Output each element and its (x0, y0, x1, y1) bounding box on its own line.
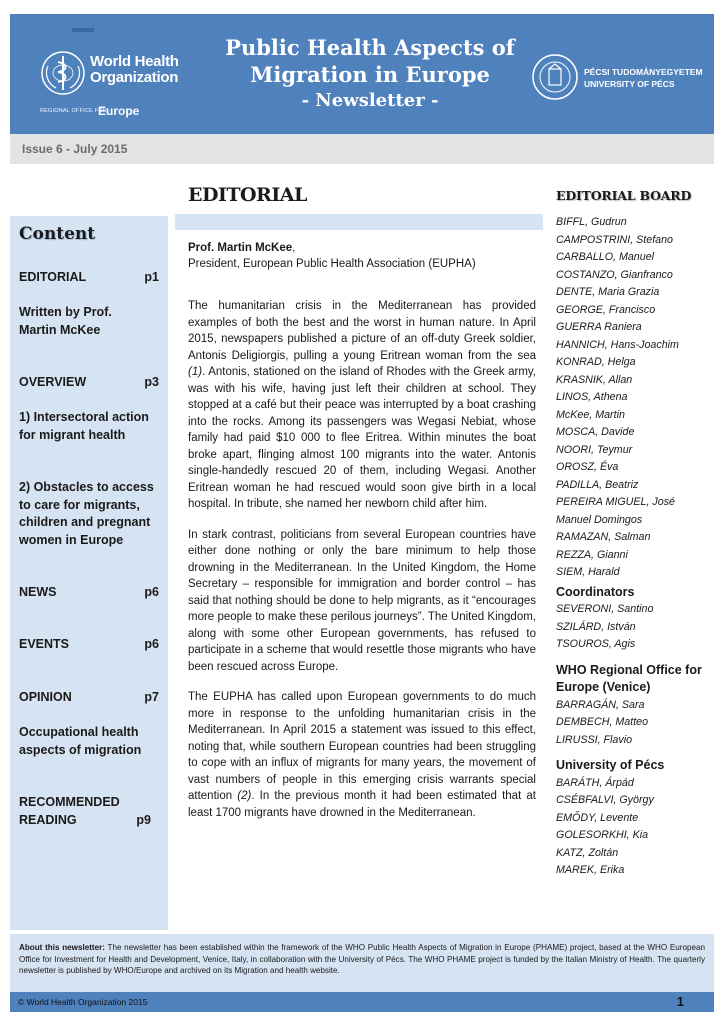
board-member-name: REZZA, Gianni (556, 548, 628, 561)
newsletter-title (200, 34, 540, 114)
toc-item-page: p7 (144, 690, 159, 704)
paragraph-text: The EUPHA has called upon European governments to do much more in response to the unfolding humanitarian crisis in the Mediterranean. In April 2015 a statement was issued to this effect, noting that, while southern European countries had been struggling to cope with an influx of migrants for many years, the movement of vast numbers of people in this emerging crisis warrants special attention (188, 691, 536, 802)
paragraph-text: The humanitarian crisis in the Mediterranean has provided examples of both the best and the worst in human nature. In April 2015, newspapers published a picture of an off-duty Greek soldier, Antonis Deligiorgis, pulling a young Eritrean woman from the sea (188, 300, 536, 362)
board-member-name: CARBALLO, Manuel (556, 251, 655, 263)
pecs-list (556, 775, 716, 880)
author-title: President, European Public Health Association (EUPHA) (188, 258, 476, 270)
board-member-name: BIFFL, Gudrun (556, 216, 627, 228)
editorial-paragraph-3 (188, 689, 536, 821)
toc-item-label: RECOMMENDED READING (19, 795, 120, 827)
board-member-name: CSÉBFALVI, György (556, 794, 654, 806)
who-name (90, 54, 179, 86)
board-member-name: EMŐDY, Levente (556, 811, 639, 824)
who-emblem-icon (40, 50, 86, 96)
who-name-line2: Organization (90, 69, 179, 86)
pecs-heading: University of Pécs (556, 758, 665, 772)
board-member-name: CAMPOSTRINI, Stefano (556, 233, 674, 246)
board-member-name: BARRAGÁN, Sara (556, 698, 645, 711)
masthead-tab (72, 28, 94, 32)
board-member-name: LIRUSSI, Flavio (556, 733, 633, 746)
board-member-name: KATZ, Zoltán (556, 846, 619, 859)
contents-sidebar (10, 216, 168, 930)
title-line3: - Newsletter - (301, 90, 439, 111)
paragraph-text: . Antonis, stationed on the island of Rhodes with the Greek army, was with his wife, having just left their children at school. They stopped at a café but their peace was interrupted by a boat crashing into the rocks. Among its passengers was Wegasi Nebiat, whose family had paid $10 000 to flee Eritrea. Within minutes the boat broke apart, flinging almost 100 migrants into the water. Antonis single-handedly rescued 20 of them, including Wegasi. Another Eritrean woman he had rescued would soon give birth in a local hospital. In tribute, she named her newborn child after him. (188, 366, 536, 510)
reference-marker: (1) (188, 366, 203, 378)
masthead (10, 14, 714, 134)
toc-item-page: p3 (144, 375, 159, 389)
who-logo (40, 50, 190, 130)
toc-item-label: OVERVIEW (19, 375, 87, 389)
toc-item-intersectoral[interactable] (19, 409, 159, 444)
board-member-name: KONRAD, Helga (556, 356, 636, 368)
about-label: About this newsletter: (19, 943, 105, 952)
title-line1: Public Health Aspects of (225, 35, 515, 60)
toc-item-written-by[interactable] (19, 304, 119, 339)
toc-item-obstacles[interactable] (19, 479, 159, 549)
board-member-name: COSTANZO, Gianfranco (556, 268, 673, 281)
issue-bar (10, 134, 714, 164)
paragraph-text: . In the previous month it had been estimated that at least 1700 migrants have drowned in the Mediterranean. (188, 790, 536, 819)
board-member-name: MOSCA, Davide (556, 426, 635, 438)
toc-item-occupational[interactable] (19, 724, 159, 759)
toc-item-label: 2) Obstacles to access to care for migrants, children and pregnant women in Europe (19, 480, 154, 547)
editorial-divider (175, 214, 543, 230)
toc-item-label: Written by Prof. Martin McKee (19, 305, 112, 337)
issue-label: Issue 6 - July 2015 (22, 142, 128, 156)
who-name-line1: World Health (90, 53, 179, 70)
toc-item-recommended[interactable] (19, 794, 151, 829)
about-body: The newsletter has been established within the framework of the WHO Public Health Aspects of Migration in Europe (PHAME) project, based at the WHO European Office for Investment for Health and Development, Venice, Italy, in collaboration with the University of Pécs. The WHO PHAME project is funded by the Italian Ministry of Health. The quarterly newsletter is published by WHO/Europe and archived on its Migration and health website. (19, 943, 705, 975)
toc-item-page: p6 (144, 637, 159, 651)
board-member-name: McKee, Martin (556, 408, 625, 421)
toc-item-events[interactable] (19, 636, 159, 654)
board-member-name: MAREK, Erika (556, 864, 625, 876)
university-logo (530, 52, 720, 112)
board-member-name: SZILÁRD, István (556, 620, 636, 633)
page-footer (10, 992, 714, 1012)
board-member-name: GOLESORKHI, Kia (556, 829, 649, 841)
coordinators-list (556, 601, 716, 654)
board-member-name: SEVERONI, Santino (556, 603, 654, 615)
editorial-paragraph-1 (188, 298, 536, 513)
board-member-name: TSOUROS, Agis (556, 638, 636, 650)
toc-item-overview[interactable] (19, 374, 159, 392)
about-text (19, 942, 705, 977)
board-member-name: DEMBECH, Matteo (556, 716, 649, 728)
board-member-name: Manuel Domingos (556, 513, 643, 526)
board-member-name: KRASNIK, Allan (556, 373, 633, 386)
who-europe-label: Europe (98, 104, 140, 118)
coordinators-heading: Coordinators (556, 584, 635, 599)
toc-item-label: 1) Intersectoral action for migrant health (19, 410, 149, 442)
board-member-name: HANNICH, Hans-Joachim (556, 338, 679, 351)
who-office-heading: WHO Regional Office for Europe (Venice) (556, 662, 702, 694)
editorial-body (188, 298, 536, 835)
who-office-list (556, 697, 716, 750)
toc-item-editorial[interactable] (19, 269, 159, 287)
board-member-name: DENTE, Maria Grazia (556, 286, 660, 298)
editorial-board-heading: EDITORIAL BOARD (556, 188, 692, 203)
toc-item-label: NEWS (19, 585, 57, 599)
toc-item-opinion[interactable] (19, 689, 159, 707)
board-member-name: PEREIRA MIGUEL, José (556, 496, 675, 508)
university-name (584, 66, 703, 90)
toc-item-label: EDITORIAL (19, 270, 87, 284)
page-number: 1 (676, 994, 684, 1009)
board-member-name: GUERRA Raniera (556, 321, 642, 333)
board-member-name: PADILLA, Beatriz (556, 478, 639, 491)
university-name-hu: PÉCSI TUDOMÁNYEGYETEM (584, 67, 703, 77)
board-member-name: GEORGE, Francisco (556, 303, 656, 316)
editorial-paragraph-2: In stark contrast, politicians from several European countries have either done nothing or only the bare minimum to help those drowning in the Mediterranean. In the United Kingdom, the Home Secretary – responsible for immigration and border control – has said that nothing should be done to help migrants, as it “encourages more people to make these perilous journeys”. The United Kingdom, along with some other European governments, has refused to participate in a scheme that would resettle those migrants who have been rescued across Europe. (188, 528, 536, 673)
toc-item-page: p6 (144, 585, 159, 599)
editorial-author: Prof. Martin McKee, President, European Public Health Association (EUPHA) (188, 242, 476, 270)
contents-heading: Content (19, 224, 96, 244)
toc-item-label: EVENTS (19, 637, 70, 651)
board-member-name: NOORI, Teymur (556, 443, 633, 456)
about-newsletter (10, 934, 714, 992)
board-member-name: OROSZ, Éva (556, 461, 619, 473)
title-line2: Migration in Europe (250, 62, 490, 87)
toc-item-news[interactable] (19, 584, 159, 602)
editorial-heading: EDITORIAL (188, 184, 307, 206)
board-member-name: RAMAZAN, Salman (556, 531, 651, 543)
toc-item-page: p1 (144, 270, 159, 284)
board-members (556, 214, 716, 582)
board-member-name: BARÁTH, Árpád (556, 776, 634, 789)
board-member-name: SIEM, Harald (556, 566, 620, 578)
board-member-name: LINOS, Athena (556, 391, 628, 403)
copyright: © World Health Organization 2015 (18, 997, 148, 1007)
university-seal-icon (530, 52, 580, 102)
who-regional-label: REGIONAL OFFICE FOR (40, 108, 107, 114)
reference-marker: (2) (237, 790, 252, 802)
university-name-en: UNIVERSITY OF PÉCS (584, 79, 675, 89)
author-name: Prof. Martin McKee (188, 242, 293, 254)
toc-item-label: Occupational health aspects of migration (19, 725, 142, 757)
toc-item-page: p9 (136, 812, 151, 827)
editorial-board-list (556, 214, 716, 880)
toc-item-label: OPINION (19, 690, 72, 704)
